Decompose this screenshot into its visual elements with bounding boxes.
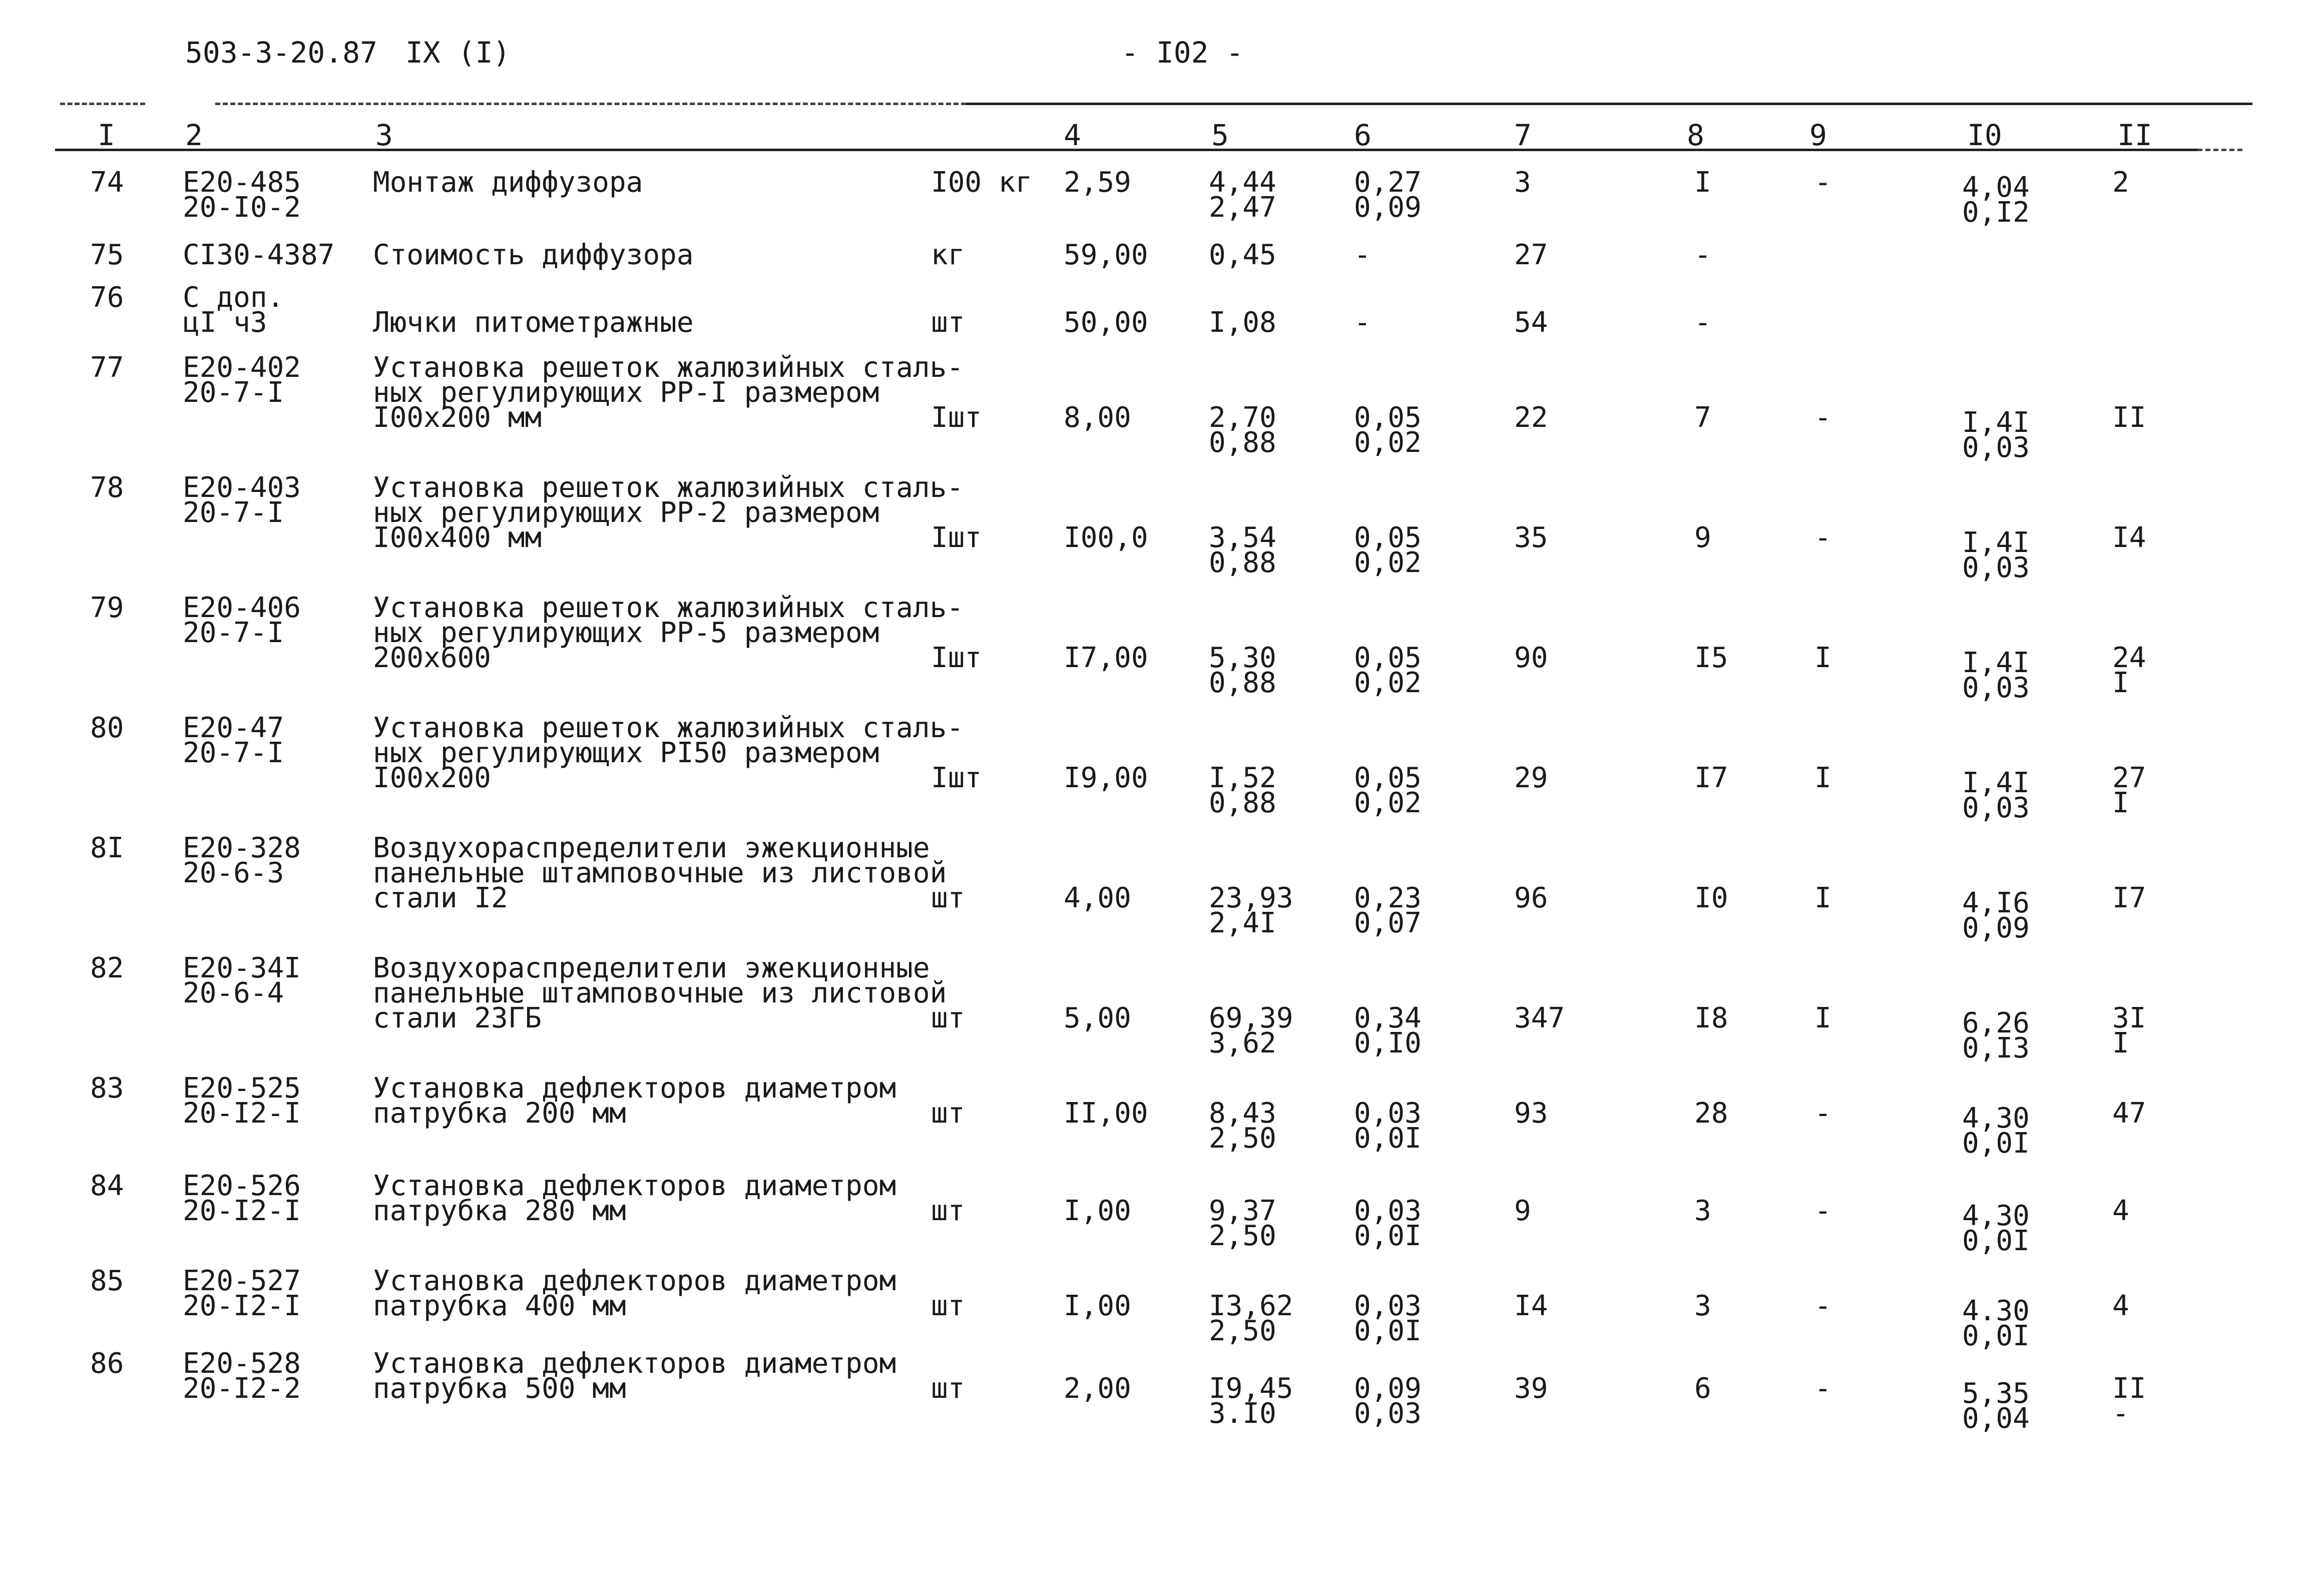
unit-cost: 0,88 [1209, 667, 1276, 699]
unit-cost: 2,50 [1209, 1220, 1276, 1252]
work-description-line: Установка дефлекторов диаметром [373, 1265, 896, 1297]
norm-subcode: 20-I2-I [183, 1290, 301, 1322]
norm-code: E20-527 [183, 1265, 301, 1297]
total-cost: 29 [1514, 762, 1548, 794]
norm-code: E20-485 [183, 166, 301, 199]
unit-labor: 0,07 [1354, 907, 1422, 939]
total-labor: I [2112, 1027, 2129, 1059]
total-wages: I [1694, 166, 1711, 199]
norm-code: E20-328 [183, 832, 301, 864]
unit-labor: - [1354, 306, 1371, 339]
unit-cost: 2,47 [1209, 191, 1276, 224]
total-cost: 22 [1514, 401, 1548, 434]
top-rule [966, 103, 2252, 105]
labor-norm: 0,03 [1962, 672, 2030, 704]
work-description-line: Воздухораспределители эжекционные [373, 952, 930, 984]
total-cost: 96 [1514, 882, 1548, 914]
total-labor: 3I [2112, 1002, 2146, 1034]
norm-subcode: 20-7-I [183, 376, 284, 409]
norm-code: E20-34I [183, 952, 301, 984]
row-number: 78 [90, 471, 124, 504]
unit-cost: I3,62 [1209, 1290, 1293, 1322]
labor-norm: I,4I [1962, 406, 2030, 439]
unit-cost: 2,50 [1209, 1122, 1276, 1155]
machine-operation: - [1814, 1195, 1831, 1227]
quantity: 2,00 [1064, 1372, 1131, 1405]
unit-cost: I,52 [1209, 762, 1276, 794]
top-rule-dashed [215, 103, 966, 105]
machine-operation: I [1814, 882, 1831, 914]
total-wages: I8 [1694, 1002, 1728, 1034]
column-number-5: 5 [1211, 118, 1229, 152]
row-number: 79 [90, 592, 124, 624]
work-description-line: ных регулирующих РР-I размером [373, 376, 879, 409]
quantity: 50,00 [1064, 306, 1148, 339]
work-description-line: Установка решеток жалюзийных сталь- [373, 471, 964, 504]
total-cost: 90 [1514, 642, 1548, 674]
column-number-11: II [2117, 118, 2152, 152]
labor-norm: 4.30 [1962, 1295, 2030, 1327]
row-number: 84 [90, 1170, 124, 1202]
labor-norm: I,4I [1962, 647, 2030, 679]
unit-cost: 69,39 [1209, 1002, 1293, 1034]
norm-subcode: 20-I2-I [183, 1097, 301, 1130]
work-description-line: ных регулирующих РР-2 размером [373, 496, 879, 529]
norm-subcode: цI ч3 [183, 306, 267, 339]
total-wages: I0 [1694, 882, 1728, 914]
column-number-1: I [98, 118, 115, 152]
quantity: 5,00 [1064, 1002, 1131, 1034]
norm-code: E20-526 [183, 1170, 301, 1202]
unit-of-measure: Iшт [931, 521, 982, 554]
total-wages: 6 [1694, 1372, 1711, 1405]
quantity: 2,59 [1064, 166, 1131, 199]
unit-of-measure: шт [931, 1372, 965, 1405]
machine-operation: - [1814, 521, 1831, 554]
total-labor: 27 [2112, 762, 2146, 794]
unit-labor: 0,02 [1354, 787, 1422, 819]
work-description-line: Установка дефлекторов диаметром [373, 1072, 896, 1105]
machine-operation: I [1814, 762, 1831, 794]
work-description-line: стали I2 [373, 882, 508, 914]
total-wages: - [1694, 306, 1711, 339]
labor-norm: 0,03 [1962, 552, 2030, 584]
labor-norm: 0,09 [1962, 912, 2030, 944]
labor-norm: 4,30 [1962, 1102, 2030, 1135]
work-description-line: I00x200 мм [373, 401, 542, 434]
quantity: 59,00 [1064, 239, 1148, 271]
quantity: 8,00 [1064, 401, 1131, 434]
total-cost: 3 [1514, 166, 1531, 199]
work-description-line: патрубка 500 мм [373, 1372, 626, 1405]
unit-of-measure: кг [931, 239, 965, 271]
machine-operation: - [1814, 166, 1831, 199]
unit-labor: 0,02 [1354, 547, 1422, 579]
total-wages: - [1694, 239, 1711, 271]
row-number: 76 [90, 281, 124, 314]
unit-cost: 9,37 [1209, 1195, 1276, 1227]
unit-labor: 0,09 [1354, 1372, 1422, 1405]
machine-operation: - [1814, 401, 1831, 434]
column-number-7: 7 [1514, 118, 1532, 152]
unit-labor: 0,03 [1354, 1097, 1422, 1130]
row-number: 86 [90, 1347, 124, 1380]
unit-labor: 0,03 [1354, 1290, 1422, 1322]
unit-cost: 5,30 [1209, 642, 1276, 674]
total-wages: I5 [1694, 642, 1728, 674]
total-cost: 35 [1514, 521, 1548, 554]
total-cost: I4 [1514, 1290, 1548, 1322]
quantity: I7,00 [1064, 642, 1148, 674]
unit-labor: 0,I0 [1354, 1027, 1422, 1059]
total-labor: 47 [2112, 1097, 2146, 1130]
unit-cost: 8,43 [1209, 1097, 1276, 1130]
unit-labor: 0,02 [1354, 667, 1422, 699]
unit-labor: - [1354, 239, 1371, 271]
total-labor: 2 [2112, 166, 2129, 199]
quantity: 4,00 [1064, 882, 1131, 914]
unit-labor: 0,05 [1354, 762, 1422, 794]
page-number: - I02 - [1121, 36, 1244, 70]
unit-cost: 3,54 [1209, 521, 1276, 554]
quantity: I,00 [1064, 1290, 1131, 1322]
work-description-line: Лючки питометражные [373, 306, 694, 339]
unit-of-measure: Iшт [931, 642, 982, 674]
column-header-rule [55, 149, 2197, 151]
labor-norm: 0,03 [1962, 431, 2030, 464]
total-wages: 9 [1694, 521, 1711, 554]
column-number-2: 2 [185, 118, 203, 152]
norm-subcode: 20-6-4 [183, 977, 284, 1009]
labor-norm: 0,0I [1962, 1320, 2030, 1352]
norm-code: E20-525 [183, 1072, 301, 1105]
unit-labor: 0,03 [1354, 1195, 1422, 1227]
total-cost: 9 [1514, 1195, 1531, 1227]
row-number: 83 [90, 1072, 124, 1105]
unit-labor: 0,0I [1354, 1220, 1422, 1252]
unit-cost: 2,4I [1209, 907, 1276, 939]
work-description-line: I00x400 мм [373, 521, 542, 554]
unit-cost: 0,88 [1209, 547, 1276, 579]
unit-cost: 2,70 [1209, 401, 1276, 434]
quantity: I9,00 [1064, 762, 1148, 794]
unit-labor: 0,05 [1354, 521, 1422, 554]
row-number: 75 [90, 239, 124, 271]
column-number-9: 9 [1809, 118, 1827, 152]
machine-operation: I [1814, 642, 1831, 674]
total-cost: 39 [1514, 1372, 1548, 1405]
total-labor: I7 [2112, 882, 2146, 914]
unit-labor: 0,03 [1354, 1397, 1422, 1430]
machine-operation: - [1814, 1372, 1831, 1405]
unit-cost: I,08 [1209, 306, 1276, 339]
work-description-line: Стоимость диффузора [373, 239, 694, 271]
work-description-line: Монтаж диффузора [373, 166, 643, 199]
norm-subcode: 20-7-I [183, 617, 284, 649]
column-header-rule-end [2197, 149, 2242, 151]
quantity: I,00 [1064, 1195, 1131, 1227]
total-labor: II [2112, 1372, 2146, 1405]
total-labor: 4 [2112, 1195, 2129, 1227]
total-wages: 7 [1694, 401, 1711, 434]
total-cost: 347 [1514, 1002, 1565, 1034]
work-description-line: ных регулирующих РР-5 размером [373, 617, 879, 649]
column-number-8: 8 [1687, 118, 1704, 152]
unit-cost: 3.I0 [1209, 1397, 1276, 1430]
total-wages: 28 [1694, 1097, 1728, 1130]
row-number: 80 [90, 712, 124, 744]
norm-subcode: 20-7-I [183, 737, 284, 769]
work-description-line: Установка дефлекторов диаметром [373, 1347, 896, 1380]
column-number-10: I0 [1967, 118, 2002, 152]
work-description-line: I00x200 [373, 762, 492, 794]
total-wages: 3 [1694, 1195, 1711, 1227]
total-cost: 54 [1514, 306, 1548, 339]
unit-labor: 0,34 [1354, 1002, 1422, 1034]
quantity: I00,0 [1064, 521, 1148, 554]
unit-of-measure: шт [931, 1290, 965, 1322]
unit-of-measure: шт [931, 1195, 965, 1227]
unit-labor: 0,0I [1354, 1122, 1422, 1155]
unit-of-measure: I00 кг [931, 166, 1033, 199]
norm-subcode: 20-6-3 [183, 857, 284, 889]
norm-subcode: 20-I2-I [183, 1195, 301, 1227]
unit-cost: 2,50 [1209, 1315, 1276, 1347]
unit-labor: 0,27 [1354, 166, 1422, 199]
total-labor: 4 [2112, 1290, 2129, 1322]
unit-of-measure: Iшт [931, 762, 982, 794]
unit-labor: 0,23 [1354, 882, 1422, 914]
unit-cost: 0,88 [1209, 426, 1276, 459]
row-number: 74 [90, 166, 124, 199]
unit-of-measure: Iшт [931, 401, 982, 434]
column-number-4: 4 [1064, 118, 1081, 152]
unit-labor: 0,05 [1354, 401, 1422, 434]
labor-norm: 0,03 [1962, 792, 2030, 824]
norm-subcode: 20-7-I [183, 496, 284, 529]
work-description-line: 200x600 [373, 642, 492, 674]
work-description-line: ных регулирующих РI50 размером [373, 737, 879, 769]
labor-norm: 0,0I [1962, 1225, 2030, 1257]
labor-norm: 4,I6 [1962, 887, 2030, 919]
norm-code: E20-47 [183, 712, 284, 744]
work-description-line: Установка решеток жалюзийных сталь- [373, 712, 964, 744]
norm-code: E20-402 [183, 351, 301, 384]
unit-labor: 0,05 [1354, 642, 1422, 674]
unit-labor: 0,02 [1354, 426, 1422, 459]
work-description-line: Установка решеток жалюзийных сталь- [373, 592, 964, 624]
work-description-line: Установка дефлекторов диаметром [373, 1170, 896, 1202]
doc-section: IX (I) [405, 36, 511, 70]
machine-operation: - [1814, 1097, 1831, 1130]
labor-norm: I,4I [1962, 767, 2030, 799]
unit-cost: 0,88 [1209, 787, 1276, 819]
labor-norm: 4,04 [1962, 171, 2030, 204]
total-wages: I7 [1694, 762, 1728, 794]
row-number: 82 [90, 952, 124, 984]
total-labor: II [2112, 401, 2146, 434]
unit-labor: 0,09 [1354, 191, 1422, 224]
top-rule-left [60, 103, 145, 105]
row-number: 8I [90, 832, 124, 864]
unit-of-measure: шт [931, 1097, 965, 1130]
labor-norm: 0,I3 [1962, 1032, 2030, 1065]
labor-norm: 5,35 [1962, 1377, 2030, 1410]
work-description-line: патрубка 200 мм [373, 1097, 626, 1130]
unit-cost: 23,93 [1209, 882, 1293, 914]
labor-norm: 0,I2 [1962, 196, 2030, 229]
labor-norm: 0,04 [1962, 1402, 2030, 1435]
total-labor: 24 [2112, 642, 2146, 674]
row-number: 77 [90, 351, 124, 384]
labor-norm: I,4I [1962, 526, 2030, 559]
machine-operation: - [1814, 1290, 1831, 1322]
norm-code: E20-528 [183, 1347, 301, 1380]
unit-of-measure: шт [931, 882, 965, 914]
unit-cost: I9,45 [1209, 1372, 1293, 1405]
labor-norm: 0,0I [1962, 1127, 2030, 1160]
column-number-6: 6 [1354, 118, 1371, 152]
norm-code: С доп. [183, 281, 284, 314]
norm-code: E20-406 [183, 592, 301, 624]
work-description-line: Установка решеток жалюзийных сталь- [373, 351, 964, 384]
total-wages: 3 [1694, 1290, 1711, 1322]
norm-subcode: 20-I2-2 [183, 1372, 301, 1405]
total-labor: I [2112, 667, 2129, 699]
work-description-line: Воздухораспределители эжекционные [373, 832, 930, 864]
unit-labor: 0,0I [1354, 1315, 1422, 1347]
work-description-line: стали 23ГБ [373, 1002, 542, 1034]
row-number: 85 [90, 1265, 124, 1297]
work-description-line: панельные штамповочные из листовой [373, 857, 947, 889]
unit-of-measure: шт [931, 1002, 965, 1034]
norm-subcode: 20-I0-2 [183, 191, 301, 224]
column-number-3: 3 [375, 118, 393, 152]
unit-of-measure: шт [931, 306, 965, 339]
work-description-line: панельные штамповочные из листовой [373, 977, 947, 1009]
unit-cost: 3,62 [1209, 1027, 1276, 1059]
quantity: II,00 [1064, 1097, 1148, 1130]
total-cost: 27 [1514, 239, 1548, 271]
unit-cost: 4,44 [1209, 166, 1276, 199]
total-labor: I [2112, 787, 2129, 819]
doc-code: 503-3-20.87 [185, 36, 378, 70]
labor-norm: 6,26 [1962, 1007, 2030, 1039]
work-description-line: патрубка 280 мм [373, 1195, 626, 1227]
machine-operation: I [1814, 1002, 1831, 1034]
labor-norm: 4,30 [1962, 1200, 2030, 1232]
norm-code: E20-403 [183, 471, 301, 504]
work-description-line: патрубка 400 мм [373, 1290, 626, 1322]
norm-code: CI30-4387 [183, 239, 335, 271]
total-labor: I4 [2112, 521, 2146, 554]
total-cost: 93 [1514, 1097, 1548, 1130]
unit-cost: 0,45 [1209, 239, 1276, 271]
total-labor: - [2112, 1397, 2129, 1430]
